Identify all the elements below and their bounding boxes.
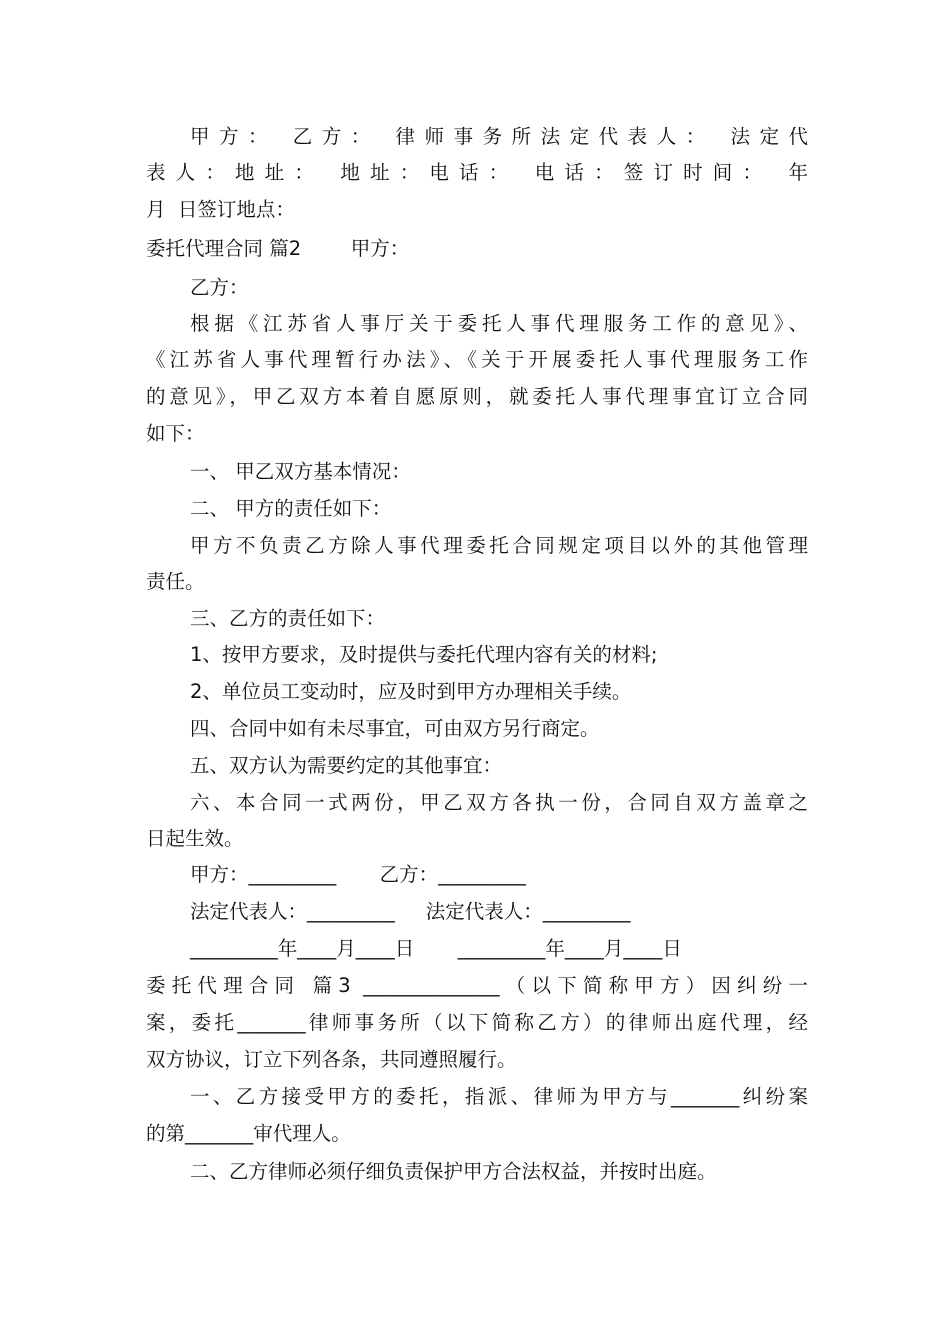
text-line: 表人：地址： 地址：电话： 电话：签订时间： 年: [146, 161, 808, 184]
section-heading: 委托代理合同 篇2 甲方：: [146, 237, 410, 260]
text-line: 月 日签订地点：: [146, 198, 295, 221]
text-line: 甲方不负责乙方除人事代理委托合同规定项目以外的其他管理: [190, 534, 808, 557]
text-line: 双方协议，订立下列各条，共同遵照履行。: [146, 1048, 517, 1071]
text-line: 一、乙方接受甲方的委托，指派、律师为甲方与_______纠纷案: [190, 1085, 808, 1108]
text-line: 四、合同中如有未尽事宜，可由双方另行商定。: [190, 717, 600, 740]
text-line: 二、乙方律师必须仔细负责保护甲方合法权益，并按时出庭。: [190, 1160, 717, 1183]
text-line: 的意见》，甲乙双方本着自愿原则，就委托人事代理事宜订立合同: [146, 385, 808, 408]
text-line: 五、双方认为需要约定的其他事宜：: [190, 754, 503, 777]
text-line: 二、 甲方的责任如下：: [190, 497, 392, 520]
text-line: 甲方： 乙方： 律师事务所法定代表人： 法定代: [190, 125, 808, 148]
text-line: 责任。: [146, 570, 205, 593]
text-line: 《江苏省人事代理暂行办法》、《关于开展委托人事代理服务工作: [146, 348, 808, 371]
text-line: 的第_______审代理人。: [146, 1122, 351, 1145]
text-line: 日起生效。: [146, 827, 244, 850]
signature-line: 法定代表人：_________ 法定代表人：_________: [190, 900, 631, 923]
signature-line: 甲方：_________ 乙方：_________: [190, 863, 526, 886]
text-line: 1、按甲方要求，及时提供与委托代理内容有关的材料;: [190, 643, 658, 666]
text-line: 乙方：: [190, 276, 249, 299]
text-line: 如下：: [146, 422, 205, 445]
text-line: 六、本合同一式两份，甲乙双方各执一份，合同自双方盖章之: [190, 791, 808, 814]
date-line: _________年____月____日 _________年____月____日: [190, 937, 682, 960]
section-heading: 委托代理合同 篇3 ______________（以下简称甲方）因纠纷一: [146, 974, 808, 997]
text-line: 2、单位员工变动时，应及时到甲方办理相关手续。: [190, 680, 632, 703]
text-line: 三、乙方的责任如下：: [190, 607, 386, 630]
text-line: 一、 甲乙双方基本情况：: [190, 460, 411, 483]
text-line: 案，委托_______律师事务所（以下简称乙方）的律师出庭代理，经: [146, 1011, 808, 1034]
text-line: 根据《江苏省人事厅关于委托人事代理服务工作的意见》、: [190, 312, 808, 335]
